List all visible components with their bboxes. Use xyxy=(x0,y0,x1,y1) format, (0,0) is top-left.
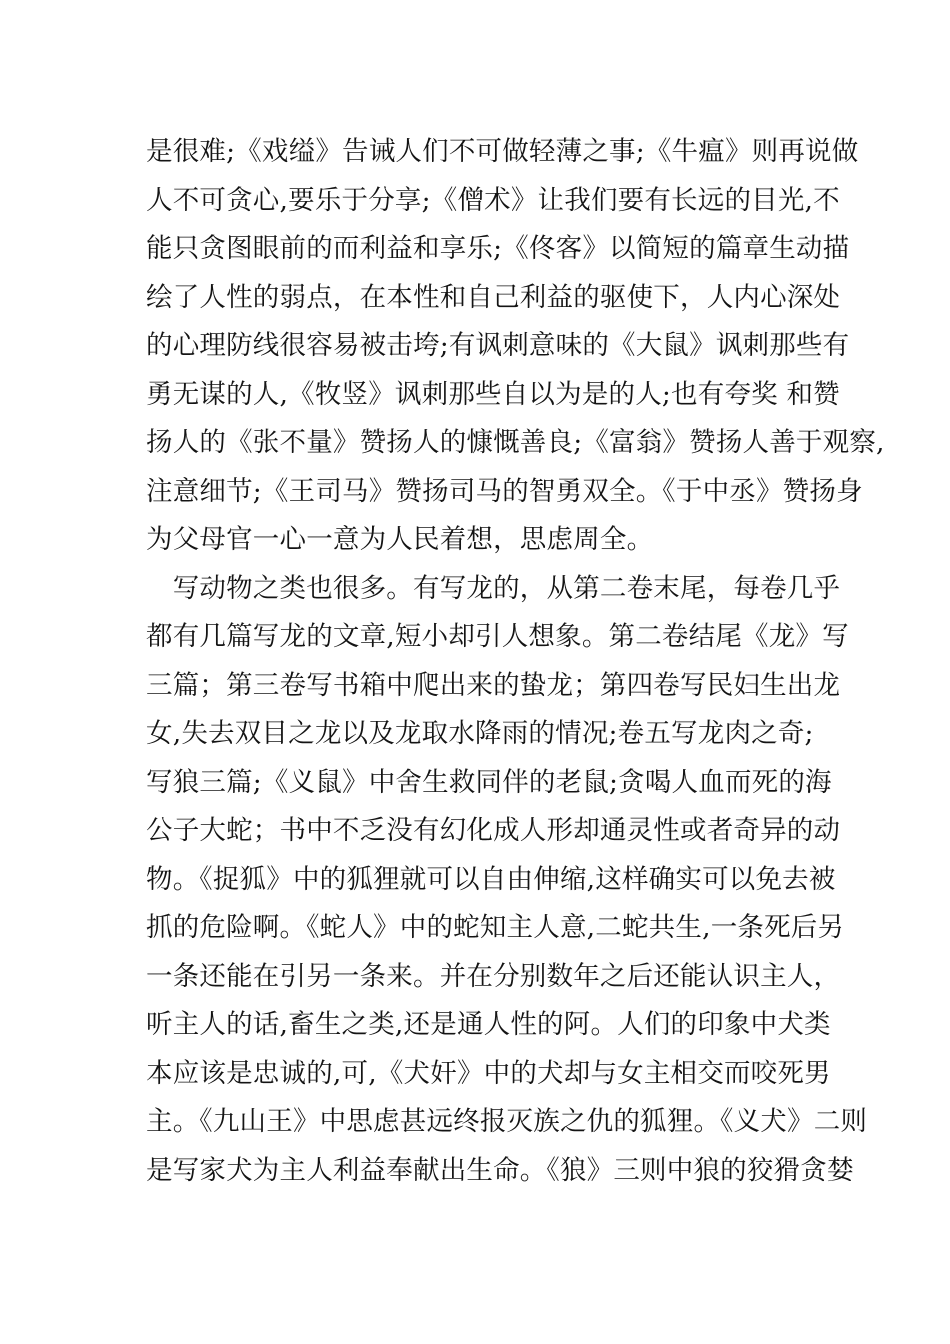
text-line: 都有几篇写龙的文章,短小却引人想象。第二卷结尾《龙》写 xyxy=(146,621,849,652)
text-line: 为父母官一心一意为人民着想，思虑周全。 xyxy=(146,524,654,555)
text-line: 是很难;《戏缢》告诫人们不可做轻薄之事;《牛瘟》则再说做 xyxy=(146,136,859,167)
text-line: 能只贪图眼前的而利益和享乐;《佟客》以简短的篇章生动描 xyxy=(146,233,850,264)
text-line: 人不可贪心,要乐于分享;《僧术》让我们要有长远的目光,不 xyxy=(146,184,840,216)
text-line: 物。《捉狐》中的狐狸就可以自由伸缩,这样确实可以免去被 xyxy=(146,863,836,895)
text-line: 三篇；第三卷写书箱中爬出来的蛰龙；第四卷写民妇生出龙 xyxy=(146,669,841,701)
text-line: 抓的危险啊。《蛇人》中的蛇知主人意,二蛇共生,一条死后另 xyxy=(146,912,845,943)
text-line: 扬人的《张不量》赞扬人的慷慨善良;《富翁》赞扬人善于观察, xyxy=(146,427,885,458)
text-line: 注意细节;《王司马》赞扬司马的智勇双全。《于中丞》赞扬身 xyxy=(146,475,863,507)
text-line: 本应该是忠诚的,可,《犬奸》中的犬却与女主相交而咬死男 xyxy=(146,1057,831,1089)
text-line: 写动物之类也很多。有写龙的，从第二卷末尾，每卷几乎 xyxy=(146,572,841,604)
text-line: 女,失去双目之龙以及龙取水降雨的情况;卷五写龙肉之奇; xyxy=(146,718,814,749)
body-text xyxy=(146,128,885,1195)
text-line: 的心理防线很容易被击垮;有讽刺意味的《大鼠》讽刺那些有 xyxy=(146,330,850,361)
text-line: 听主人的话,畜生之类,还是通人性的阿。人们的印象中犬类 xyxy=(146,1009,831,1040)
text-line: 是写家犬为主人利益奉献出生命。《狼》三则中狼的狡猾贪婪 xyxy=(146,1154,854,1186)
text-line: 绘了人性的弱点，在本性和自己利益的驱使下，人内心深处 xyxy=(146,281,841,313)
text-line: 一条还能在引另一条来。并在分别数年之后还能认识主人， xyxy=(146,960,841,992)
text-line: 勇无谋的人,《牧竖》讽刺那些自以为是的人;也有夸奖 和赞 xyxy=(146,378,840,410)
text-line: 主。《九山王》中思虑甚远终报灭族之仇的狐狸。《义犬》二则 xyxy=(146,1106,868,1137)
text-line: 写狼三篇;《义鼠》中舍生救同伴的老鼠;贪喝人血而死的海 xyxy=(146,766,832,798)
text-line: 公子大蛇；书中不乏没有幻化成人形却通灵性或者奇异的动 xyxy=(146,815,841,846)
